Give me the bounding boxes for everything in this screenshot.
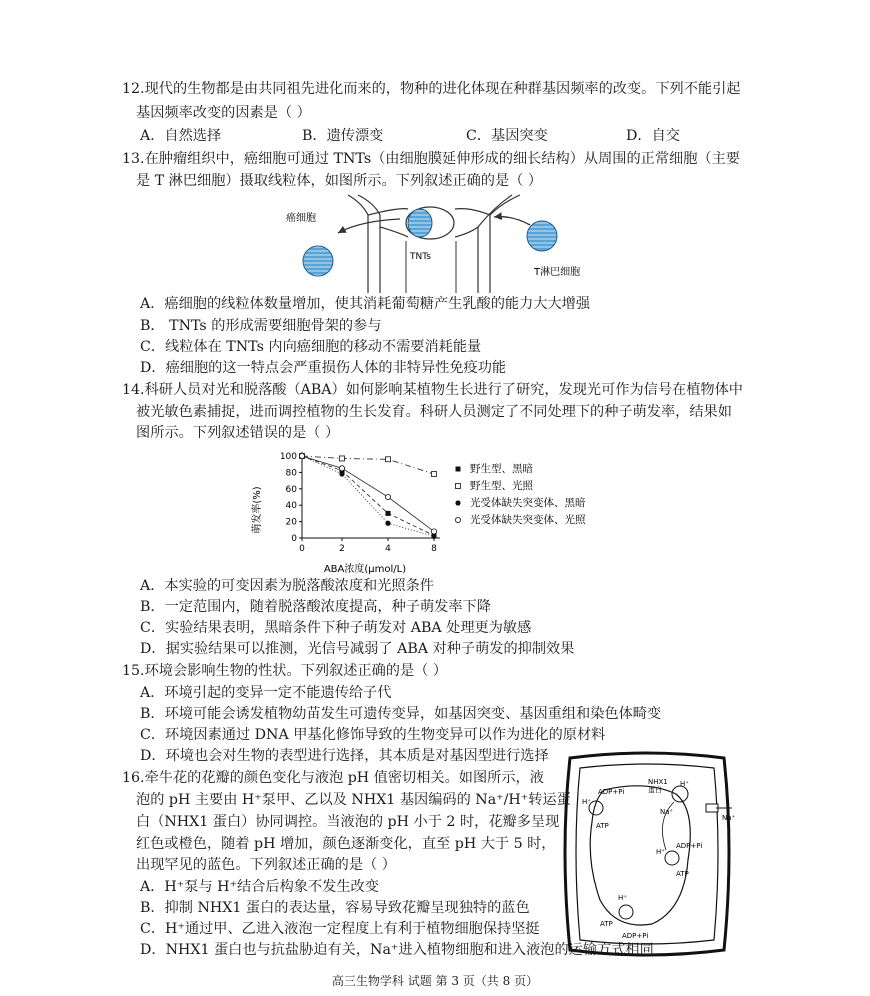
germination-chart	[250, 448, 630, 576]
label-tnts: TNTs	[410, 252, 431, 262]
label-na-out: Na⁺	[722, 814, 736, 822]
chart-legend-label: 光受体缺失突变体、黑暗	[470, 497, 586, 509]
tnts-diagram	[280, 193, 590, 293]
label-h-yi: H⁺	[618, 894, 627, 902]
chart-legend-label: 野生型、黑暗	[470, 463, 533, 475]
q14-stem-line2: 被光敏色素捕捉，进而调控植物的生长发育。科研人员测定了不同处理下的种子萌发率，结果如	[136, 404, 732, 420]
q16-stem-line4: 红色或橙色，随着 pH 增加，颜色逐渐变化，直至 pH 大于 5 时，	[136, 836, 556, 852]
label-adp-1: ADP+Pi	[598, 788, 625, 796]
q14-option-b: B．一定范围内，随着脱落酸浓度提高，种子萌发率下降	[140, 599, 491, 615]
vacuole-diagram	[556, 750, 738, 958]
chart-x-tick-label: 2	[339, 544, 345, 554]
q12-option-b: B．遗传漂变	[302, 128, 384, 144]
q13-stem-line2: 是 T 淋巴细胞）摄取线粒体，如图所示。下列叙述正确的是（ ）	[136, 173, 543, 189]
chart-point	[386, 511, 391, 516]
label-atp-3: ATP	[676, 870, 689, 878]
label-cancer-cell: 癌细胞	[286, 213, 316, 224]
chart-point	[455, 500, 460, 505]
q15-option-d: D．环境也会对生物的表型进行选择，其本质是对基因型进行选择	[140, 748, 549, 764]
label-atp-2: ATP	[600, 920, 613, 928]
q12-option-a: A．自然选择	[140, 128, 222, 144]
q15-stem: 15.环境会影响生物的性状。下列叙述正确的是（ ）	[122, 663, 448, 679]
q13-option-b: B． TNTs 的形成需要细胞骨架的参与	[140, 318, 382, 334]
q16-stem-line3: 白（NHX1 蛋白）协同调控。当液泡的 pH 小于 2 时，花瓣多呈现	[136, 814, 560, 830]
q12-stem-line1: 12.现代的生物都是由共同祖先进化而来的，物种的进化体现在种群基因频率的改变。下列不能引起	[122, 81, 741, 97]
q16-stem-line1: 16.牵牛花的花瓣的颜色变化与液泡 pH 值密切相关。如图所示，液	[122, 770, 544, 786]
chart-y-tick-label: 20	[285, 517, 297, 528]
chart-y-tick-label: 0	[291, 534, 297, 544]
chart-point	[456, 484, 461, 489]
q14-option-a: A．本实验的可变因素为脱落酸浓度和光照条件	[140, 578, 434, 594]
q14-option-c: C．实验结果表明，黑暗条件下种子萌发对 ABA 处理更为敏感	[140, 620, 532, 636]
chart-x-tick-label: 4	[385, 544, 391, 554]
q16-stem-line2: 泡的 pH 主要由 H⁺泵甲、乙以及 NHX1 基因编码的 Na⁺/H⁺转运蛋	[136, 792, 571, 808]
chart-point	[455, 517, 460, 522]
chart-x-tick-label: 8	[431, 544, 437, 554]
page-footer: 高三生物学科 试题 第 3 页（共 8 页）	[331, 974, 539, 988]
chart-x-tick-label: 0	[299, 544, 305, 554]
chart-y-tick-label: 100	[279, 452, 297, 462]
q16-option-d: D．NHX1 蛋白也与抗盐胁迫有关，Na⁺进入植物细胞和进入液泡的运输方式相同	[140, 942, 654, 958]
label-protein: 蛋白	[648, 786, 662, 794]
chart-point	[431, 529, 436, 534]
q12-option-c: C．基因突变	[466, 128, 548, 144]
q15-option-c: C．环境因素通过 DNA 甲基化修饰导致的生物变异可以作为进化的原材料	[140, 727, 606, 743]
label-adp-2: ADP+Pi	[622, 932, 649, 940]
chart-point	[385, 521, 390, 526]
label-h-right: H⁺	[656, 848, 665, 856]
q13-option-d: D．癌细胞的这一特点会严重损伤人体的非特异性免疫功能	[140, 360, 507, 376]
chart-point	[386, 457, 391, 462]
label-atp-1: ATP	[596, 822, 609, 830]
q14-stem-line3: 图所示。下列叙述错误的是（ ）	[136, 425, 340, 441]
chart-legend-label: 野生型、光照	[470, 480, 533, 492]
q13-stem-line1: 13.在肿瘤组织中，癌细胞可通过 TNTs（由细胞膜延伸形成的细长结构）从周围的正常细胞（主要	[122, 151, 740, 167]
q13-option-c: C．线粒体在 TNTs 内向癌细胞的移动不需要消耗能量	[140, 339, 482, 355]
q16-option-a: A．H⁺泵与 H⁺结合后构象不发生改变	[140, 879, 379, 895]
label-h-nhx1: H⁺	[680, 780, 689, 788]
label-t-lymphocyte: T淋巴细胞	[534, 267, 581, 278]
chart-ylabel: 萌发率(%)	[252, 486, 263, 534]
chart-point	[456, 467, 461, 472]
q16-option-c: C．H⁺通过甲、乙进入液泡一定程度上有利于植物细胞保持坚挺	[140, 921, 540, 937]
q16-stem-line5: 出现罕见的蓝色。下列叙述正确的是（ ）	[136, 857, 396, 873]
label-adp-3: ADP+Pi	[676, 842, 703, 850]
chart-y-tick-label: 40	[285, 501, 297, 512]
q13-option-a: A．癌细胞的线粒体数量增加，使其消耗葡萄糖产生乳酸的能力大大增强	[140, 296, 591, 312]
q15-option-b: B．环境可能会诱发植物幼苗发生可遗传变异，如基因突变、基因重组和染色体畸变	[140, 706, 662, 722]
chart-point	[339, 466, 344, 471]
q15-option-a: A．环境引起的变异一定不能遗传给子代	[140, 685, 392, 701]
label-h-jia: H⁺	[582, 798, 591, 806]
q14-option-d: D．据实验结果可以推测，光信号减弱了 ABA 对种子萌发的抑制效果	[140, 641, 575, 657]
label-na-in: Na⁺	[660, 808, 674, 816]
q16-option-b: B．抑制 NHX1 蛋白的表达量，容易导致花瓣呈现独特的蓝色	[140, 900, 530, 916]
chart-point	[431, 534, 436, 539]
chart-point	[432, 472, 437, 477]
chart-point	[339, 471, 344, 476]
label-nhx1: NHX1	[648, 778, 668, 786]
chart-point	[340, 456, 345, 461]
chart-point	[385, 494, 390, 499]
q14-stem-line1: 14.科研人员对光和脱落酸（ABA）如何影响某植物生长进行了研究，发现光可作为信号在植物体中	[122, 382, 743, 398]
chart-legend-label: 光受体缺失突变体、光照	[470, 514, 586, 526]
q12-option-d: D．自交	[626, 128, 680, 144]
chart-point	[299, 453, 304, 458]
chart-y-tick-label: 60	[285, 484, 297, 495]
q12-stem-line2: 基因频率改变的因素是（ ）	[136, 105, 311, 121]
chart-y-tick-label: 80	[285, 468, 297, 479]
chart-xlabel: ABA浓度(μmol/L)	[323, 564, 407, 575]
